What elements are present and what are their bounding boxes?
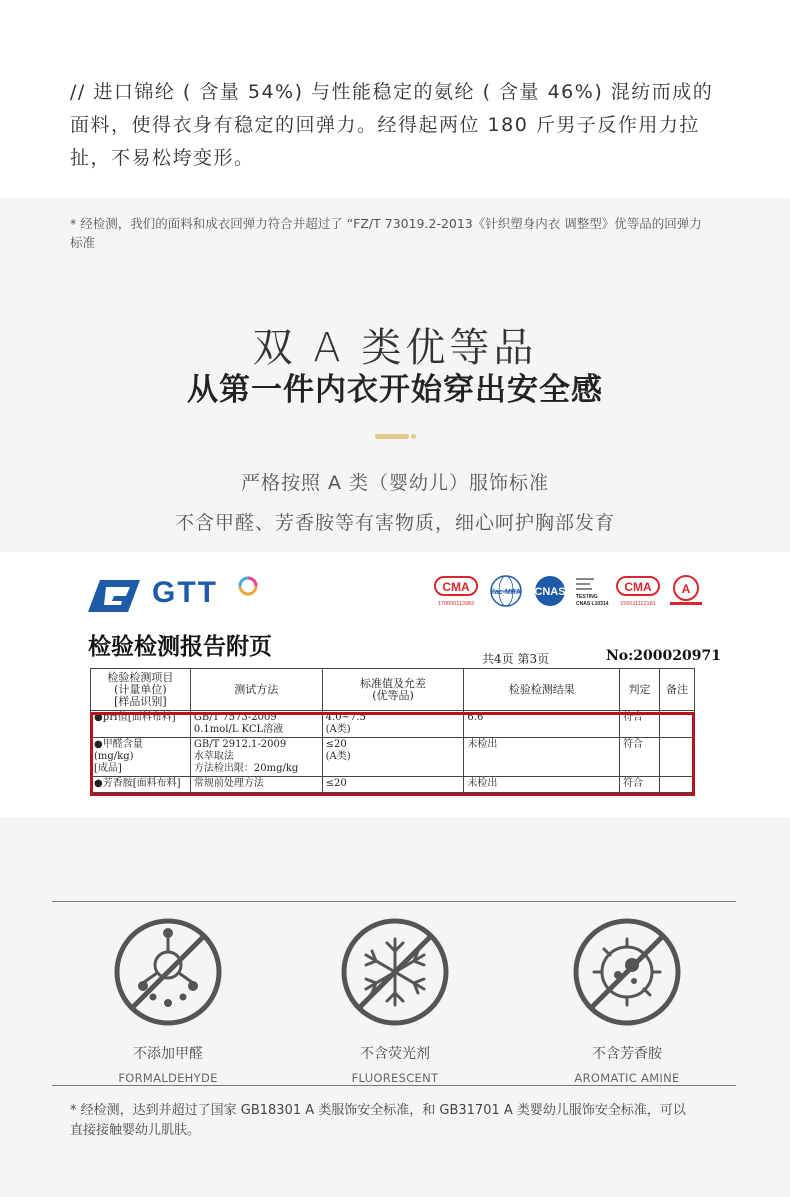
feature-label-cn: 不含芳香胺 xyxy=(592,1046,662,1062)
row-standard: ≤20 xyxy=(322,777,464,793)
gtt-brand: GTT xyxy=(152,576,218,609)
table-header-row xyxy=(91,669,695,711)
row-method: GB/T 2912.1-2009 水萃取法 方法检出限：20mg/kg xyxy=(190,738,322,777)
svg-text:TESTING: TESTING xyxy=(576,594,598,600)
cma-cert-2-icon xyxy=(614,574,662,608)
row-verdict: 符合 xyxy=(620,711,660,738)
table-row xyxy=(91,738,695,777)
svg-text:ilac-MRA: ilac-MRA xyxy=(491,589,521,596)
row-verdict: 符合 xyxy=(620,738,660,777)
row-standard: 4.0~7.5 (A类) xyxy=(322,711,464,738)
table-row xyxy=(91,777,695,793)
feature-formaldehyde xyxy=(68,917,268,1085)
test-report xyxy=(0,552,790,817)
feature-fluorescent xyxy=(295,917,495,1085)
row-remark xyxy=(660,777,695,793)
no-fluorescent-icon xyxy=(340,917,450,1027)
svg-text:CMA: CMA xyxy=(442,580,470,594)
row-standard: ≤20 (A类) xyxy=(322,738,464,777)
cnas-cert-icon xyxy=(528,574,572,608)
row-method: GB/T 7573-2009 0.1mol/L KCL溶液 xyxy=(190,711,322,738)
svg-text:CNAS: CNAS xyxy=(534,586,566,598)
row-item: ●芳香胺[面料布料] xyxy=(91,777,191,793)
table-row xyxy=(91,711,695,738)
elasticity-note: * 经检测，我们的面料和成衣回弹力符合并超过了 “FZ/T 73019.2-2013《针织塑身内衣 调整型》优等品的回弹力标准 xyxy=(70,216,702,250)
feature-aromatic-amine xyxy=(527,917,727,1085)
report-number: No:200020971 xyxy=(606,648,721,664)
header-item: 检验检测项目 (计量单位) [样品识别] xyxy=(91,669,191,711)
feature-label-cn: 不添加甲醛 xyxy=(133,1046,203,1062)
cma-cert-icon xyxy=(432,574,480,608)
ilac-mra-cert-icon xyxy=(486,574,526,608)
bottom-rule xyxy=(52,1085,736,1086)
header-method: 测试方法 xyxy=(190,669,322,711)
feature-label-cn: 不含荧光剂 xyxy=(360,1046,430,1062)
gtt-color-dot-icon xyxy=(238,576,258,596)
safety-features-section xyxy=(0,817,790,1197)
cal-cert-icon xyxy=(666,574,706,608)
intro-text: // 进口锦纶 ( 含量 54%) 与性能稳定的氨纶 ( 含量 46%) 混纺而成的面料，使得衣身有稳定的回弹力。经得起两位 180 斤男子反作用力拉扯，不易松垮变形。 xyxy=(70,81,714,169)
standard-line-1: 严格按照 A 类（婴幼儿）服饰标准 xyxy=(240,472,550,494)
standard-line-2: 不含甲醛、芳香胺等有害物质，细心呵护胸部发育 xyxy=(174,512,615,534)
standard-section xyxy=(0,198,790,552)
feature-label-en: FORMALDEHYDE xyxy=(118,1071,218,1085)
row-result: 6.6 xyxy=(464,711,620,738)
svg-text:170000113982: 170000113982 xyxy=(437,601,475,607)
report-table xyxy=(90,668,695,793)
row-remark xyxy=(660,711,695,738)
header-standard: 标准值及允差 (优等品) xyxy=(322,669,464,711)
row-verdict: 符合 xyxy=(620,777,660,793)
intro-section xyxy=(0,0,790,198)
header-result: 检验检测结果 xyxy=(464,669,620,711)
report-page-info: 共4页 第3页 xyxy=(482,652,550,666)
svg-text:CNAS L10314: CNAS L10314 xyxy=(576,601,609,607)
svg-text:CMA: CMA xyxy=(624,580,652,594)
header-verdict: 判定 xyxy=(620,669,660,711)
row-method: 常规前处理方法 xyxy=(190,777,322,793)
row-result: 未检出 xyxy=(464,738,620,777)
row-remark xyxy=(660,738,695,777)
feature-label-en: FLUORESCENT xyxy=(351,1071,439,1085)
feature-label-en: AROMATIC AMINE xyxy=(574,1071,680,1085)
no-aromatic-amine-icon xyxy=(572,917,682,1027)
no-formaldehyde-icon xyxy=(113,917,223,1027)
svg-text:A: A xyxy=(681,582,691,596)
svg-text:150011112181: 150011112181 xyxy=(620,601,656,607)
report-title: 检验检测报告附页 xyxy=(88,633,272,660)
row-result: 未检出 xyxy=(464,777,620,793)
header-remark: 备注 xyxy=(660,669,695,711)
row-item: ●甲醛含量 (mg/kg) [成品] xyxy=(91,738,191,777)
gtt-logo-icon xyxy=(88,578,140,614)
safety-note: * 经检测，达到并超过了国家 GB18301 A 类服饰安全标准，和 GB31701 A 类婴幼儿服饰安全标准，可以直接接触婴幼儿肌肤。 xyxy=(70,1103,686,1138)
gold-divider xyxy=(375,434,409,439)
headline-title: 双 A 类优等品 xyxy=(252,325,538,371)
top-rule xyxy=(52,901,736,902)
cnas-testing-label-icon xyxy=(574,574,614,608)
row-item: ●pH值[面料布料] xyxy=(91,711,191,738)
headline-subtitle: 从第一件内衣开始穿出安全感 xyxy=(181,364,609,409)
